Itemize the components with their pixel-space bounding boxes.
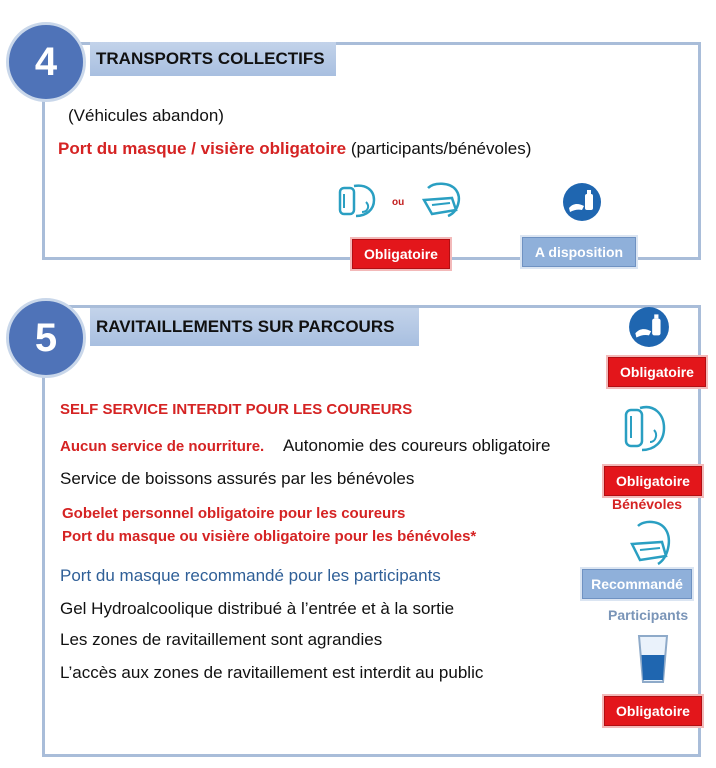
drinks-text: Service de boissons assurés par les bénévoles [60,469,415,488]
water-glass-icon [636,633,670,685]
section-5-title: RAVITAILLEMENTS SUR PARCOURS [96,317,395,336]
no-food-line [60,436,550,456]
cup-obligatoire-badge: Obligatoire [604,696,702,726]
face-shield-icon [622,402,672,454]
section-4-number: 4 [6,22,86,102]
hand-sanitizer-icon [628,306,670,348]
section-5-header [90,308,419,346]
mask-participants-text: Port du masque recommandé pour les participants [60,566,441,585]
gel-text: Gel Hydroalcoolique distribué à l’entrée et à la sortie [60,599,455,618]
zones-text: Les zones de ravitaillement sont agrandies [60,630,383,649]
section-4-disposition-badge: A disposition [522,237,636,267]
no-food-red: Aucun service de nourriture. [60,438,265,455]
face-mask-icon [626,518,676,568]
gel-obligatoire-badge: Obligatoire [608,357,706,387]
visor-obligatoire-badge: Obligatoire [604,466,702,496]
no-food-rest: Autonomie des coureurs obligatoire [282,436,551,455]
face-mask-icon [418,180,468,220]
section-4-header [90,42,336,76]
mask-rule-red: Port du masque / visière obligatoire [58,139,347,158]
mask-rule-line [58,139,531,159]
section-5-number: 5 [6,298,86,378]
cup-rule-text: Gobelet personnel obligatoire pour les coureurs [62,505,406,522]
hand-sanitizer-icon [562,182,602,222]
mask-volunteers-text: Port du masque ou visière obligatoire pour les bénévoles* [62,528,477,545]
vehicles-text: (Véhicules abandon) [68,106,224,125]
benevoles-label: Bénévoles [612,496,683,512]
mask-rule-rest: (participants/bénévoles) [350,139,532,158]
participants-label: Participants [608,607,689,623]
self-service-text: SELF SERVICE INTERDIT POUR LES COUREURS [60,401,413,418]
or-label: ou [392,197,405,208]
face-shield-icon [336,182,386,220]
mask-recommande-badge: Recommandé [582,569,692,599]
section-4-title: TRANSPORTS COLLECTIFS [96,49,325,68]
access-text: L’accès aux zones de ravitaillement est interdit au public [60,663,484,682]
section-4-obligatoire-badge: Obligatoire [352,239,450,269]
